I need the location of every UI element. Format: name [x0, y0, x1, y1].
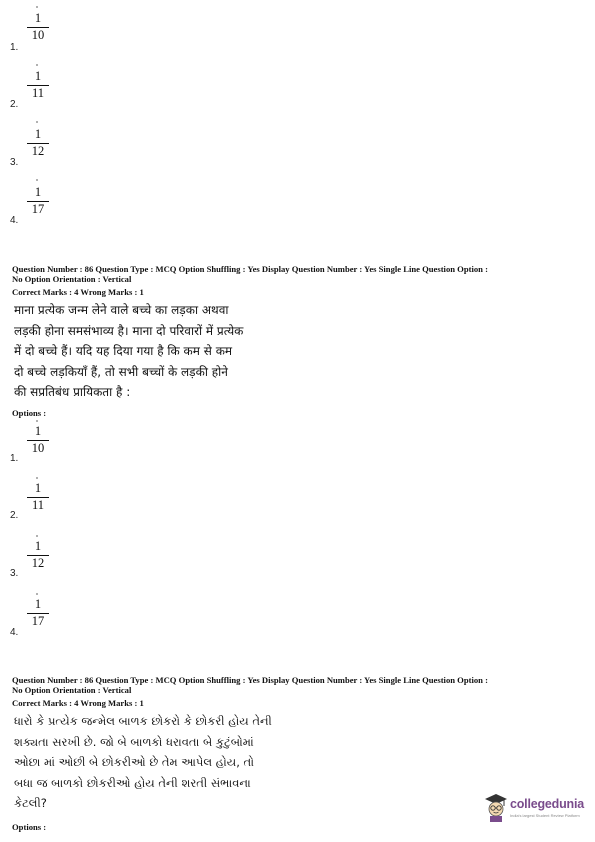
fraction: 1 10 [27, 12, 49, 42]
collegedunia-logo [484, 792, 588, 828]
marker-dot [36, 121, 38, 123]
option-number: 1. [10, 453, 19, 464]
fraction: 1 17 [27, 186, 49, 216]
marker-dot [36, 535, 38, 537]
marker-dot [36, 64, 38, 66]
question-meta: Question Number : 86 Question Type : MCQ Option Shuffling : Yes Display Question Number : Yes Single Line Question Option : [12, 675, 488, 685]
option-number: 2. [10, 510, 19, 521]
option-number: 2. [10, 99, 19, 110]
marker-dot [36, 477, 38, 479]
fraction: 1 11 [27, 482, 49, 512]
fraction: 1 10 [27, 425, 49, 455]
options-label: Options : [12, 408, 47, 418]
logo-tagline: India's largest Student Review Platform [510, 813, 580, 818]
question-meta-cont: No Option Orientation : Vertical [12, 685, 132, 695]
option-number: 1. [10, 42, 19, 53]
marker-dot [36, 593, 38, 595]
marks-line: Correct Marks : 4 Wrong Marks : 1 [12, 698, 144, 708]
marker-dot [36, 6, 38, 8]
fraction: 1 12 [27, 540, 49, 570]
option-number: 3. [10, 568, 19, 579]
fraction: 1 12 [27, 128, 49, 158]
logo-name: collegedunia [510, 797, 585, 811]
mascot-icon [484, 792, 508, 822]
question-text: ધારો કે પ્રત્યેક જન્મેલ બાળક છોકરો કે છોકરી હોય તેની શક્યતા સરખી છે. જો બે બાળકો ધરાવતા બે કુટુંબોમાં ઓછા માં ઓછી બે છોકરીઓ છે તેમ આપેલ હોય, તો બધા જ બાળકો છોકરીઓ હોય તેની શરતી સંભાવના કેટલી? [14, 714, 272, 810]
question-text: माना प्रत्येक जन्म लेने वाले बच्चे का लड़का अथवा लड़की होना समसंभाव्य है। माना दो परिवारों में प्रत्येक में दो बच्चे हैं। यदि यह दिया गया है कि कम से कम दो बच्चे लड़कियाँ हैं, तो सभी बच्चों के लड़की होने की सप्रतिबंध प्रायिकता है : [14, 303, 244, 399]
marker-dot [36, 420, 38, 422]
marker-dot [36, 179, 38, 181]
marks-line: Correct Marks : 4 Wrong Marks : 1 [12, 287, 144, 297]
question-meta: Question Number : 86 Question Type : MCQ Option Shuffling : Yes Display Question Number : Yes Single Line Question Option : [12, 264, 488, 274]
options-label: Options : [12, 822, 47, 832]
option-number: 4. [10, 215, 19, 226]
fraction: 1 11 [27, 70, 49, 100]
option-number: 4. [10, 627, 19, 638]
option-number: 3. [10, 157, 19, 168]
fraction: 1 17 [27, 598, 49, 628]
question-meta-cont: No Option Orientation : Vertical [12, 274, 132, 284]
